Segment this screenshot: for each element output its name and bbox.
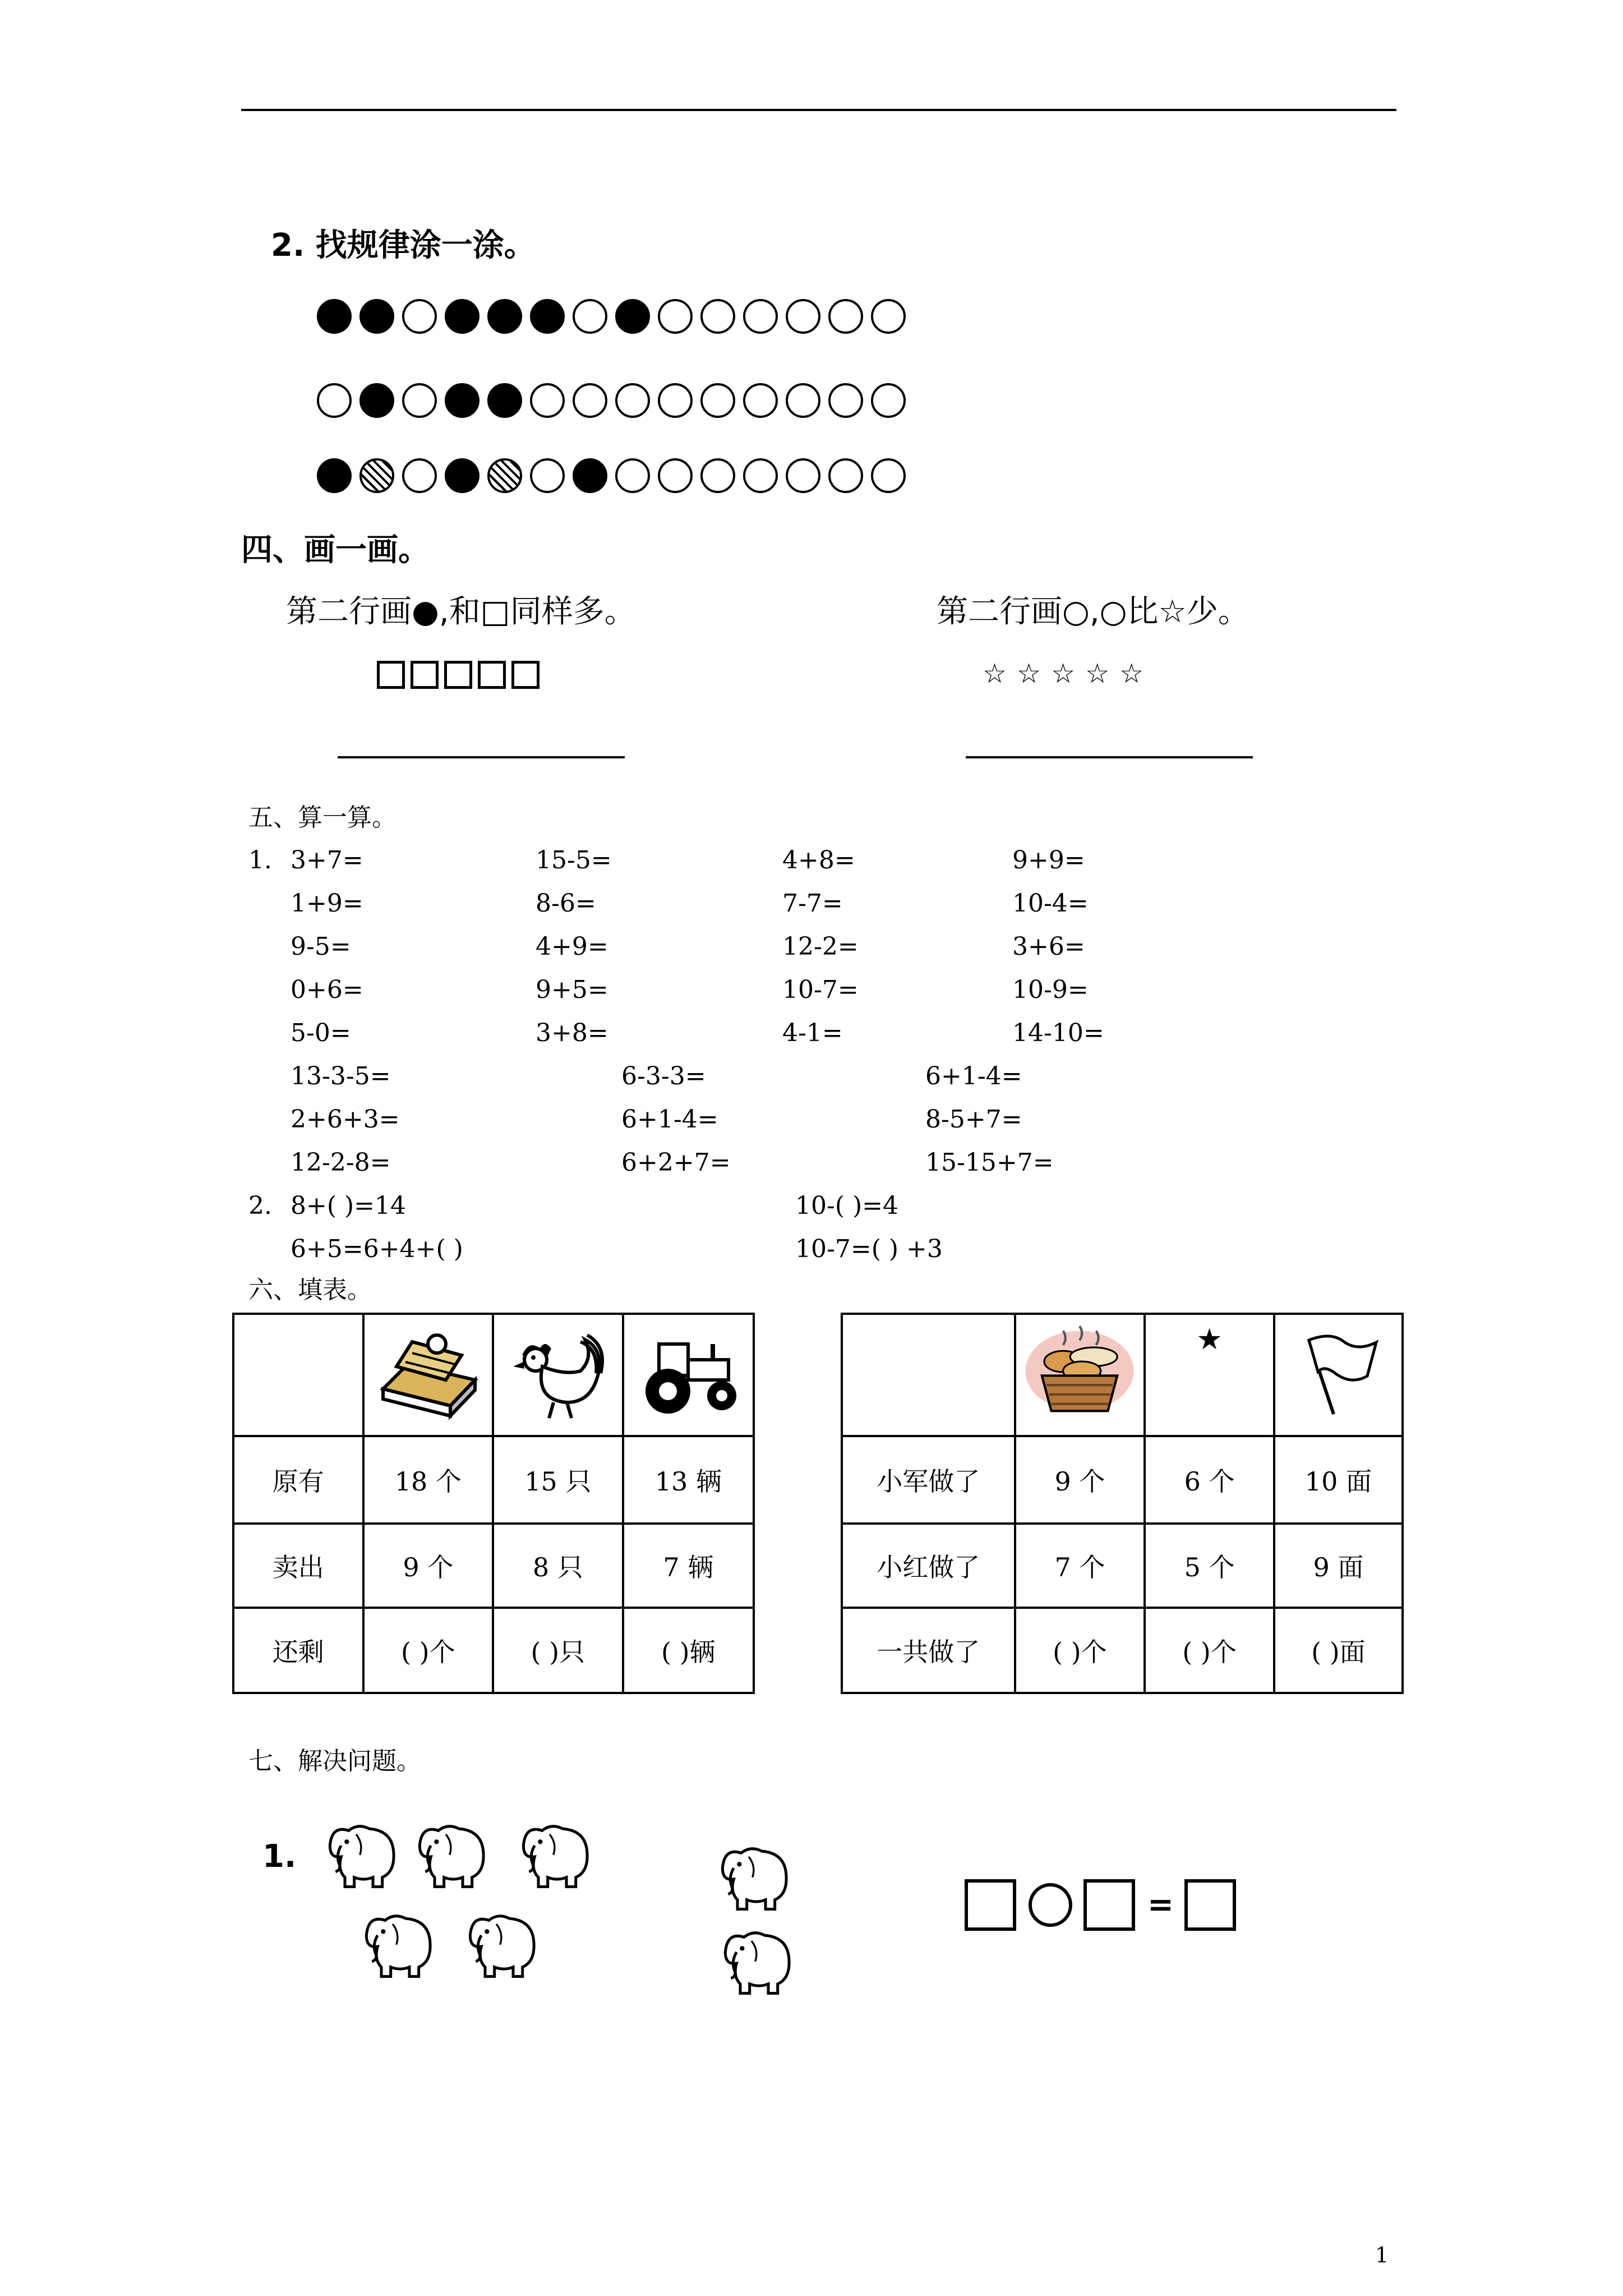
right-table (841, 1313, 1404, 1694)
bead-empty[interactable] (743, 299, 778, 334)
calc-item: 4-1= (782, 1019, 843, 1047)
calc-p2-1: 8+( )=14 (291, 1191, 407, 1220)
star-icon: ☆ (1017, 658, 1041, 689)
rooster-cell (493, 1314, 623, 1436)
books-cell (363, 1314, 494, 1436)
bead-empty[interactable] (786, 299, 820, 334)
calc-p2-4: 10-7=( ) +3 (795, 1235, 943, 1263)
calc-item: 4+9= (536, 932, 608, 961)
elephant-icon (320, 1812, 415, 1898)
bead-empty[interactable] (573, 383, 607, 418)
bead-filled (359, 383, 394, 418)
elephant-icon (513, 1812, 608, 1898)
bead-empty[interactable] (828, 383, 863, 418)
elephant-icon (715, 1918, 810, 2005)
calc-item: 10-9= (1012, 976, 1089, 1004)
calc-item: 2+6+3= (291, 1105, 400, 1134)
s4-title: 四、画一画。 (241, 532, 430, 568)
bead-filled (445, 458, 479, 493)
s4-left-instruction: 第二行画●,和□同样多。 (286, 593, 636, 630)
calc-p2-2: 10-( )=4 (795, 1191, 899, 1220)
calc-p2-3: 6+5=6+4+( ) (291, 1235, 463, 1263)
answer-cell[interactable]: ( )个 (1015, 1608, 1145, 1693)
bead-filled (317, 458, 352, 493)
tractor-cell (623, 1314, 754, 1436)
calc-item: 12-2= (782, 932, 859, 961)
bead-row-3 (317, 458, 906, 493)
cell: 9 面 (1274, 1524, 1403, 1608)
row-label: 还剩 (233, 1608, 363, 1693)
left-table-corner (233, 1314, 363, 1436)
calc-item: 7-7= (782, 889, 843, 918)
square-icon (444, 661, 472, 689)
row-label: 小军做了 (842, 1436, 1015, 1524)
cell: 9 个 (1015, 1436, 1145, 1524)
calc-item: 3+8= (536, 1019, 608, 1047)
page-number: 1 (1375, 2243, 1389, 2267)
bead-empty[interactable] (743, 458, 778, 493)
bead-filled (487, 383, 522, 418)
equals-sign: = (1147, 1887, 1174, 1923)
calc-item: 6+2+7= (621, 1148, 731, 1177)
calc-item: 0+6= (291, 976, 363, 1004)
calc-item: 14-10= (1012, 1019, 1104, 1047)
calc-item: 15-15+7= (925, 1148, 1054, 1177)
calc-item: 5-0= (291, 1019, 351, 1047)
bead-empty[interactable] (828, 458, 863, 493)
answer-line-left[interactable] (338, 756, 625, 758)
cell: 7 辆 (623, 1524, 754, 1608)
bead-empty[interactable] (317, 383, 352, 418)
row-label: 原有 (233, 1436, 363, 1524)
star-icon: ☆ (1085, 658, 1110, 689)
bead-hatched (359, 458, 394, 493)
star-icon: ☆ (983, 658, 1007, 689)
cell: 13 辆 (623, 1436, 754, 1524)
flag-icon (1293, 1324, 1383, 1420)
bead-empty[interactable] (871, 383, 906, 418)
calc-item: 9-5= (291, 932, 351, 961)
square-icon (478, 661, 506, 689)
bead-empty[interactable] (530, 383, 565, 418)
operator-circle[interactable] (1029, 1883, 1072, 1927)
bead-empty[interactable] (700, 458, 735, 493)
bead-empty[interactable] (700, 299, 735, 334)
row-label: 一共做了 (842, 1608, 1015, 1693)
cell: 5 个 (1145, 1524, 1274, 1608)
cell: 8 只 (493, 1524, 623, 1608)
bead-empty[interactable] (786, 458, 820, 493)
bead-filled (445, 299, 479, 334)
row-label: 卖出 (233, 1524, 363, 1608)
bead-empty[interactable] (658, 458, 693, 493)
bead-empty[interactable] (530, 458, 565, 493)
bead-empty[interactable] (658, 383, 693, 418)
flag-cell (1274, 1314, 1403, 1436)
star-icon: ☆ (1051, 658, 1076, 689)
answer-cell[interactable]: ( )个 (363, 1608, 494, 1693)
bead-empty[interactable] (871, 458, 906, 493)
q2-title: 2. 找规律涂一涂。 (271, 227, 536, 264)
bead-empty[interactable] (871, 299, 906, 334)
answer-cell[interactable]: ( )只 (493, 1608, 623, 1693)
bead-empty[interactable] (573, 299, 607, 334)
bead-empty[interactable] (615, 458, 650, 493)
bead-filled (317, 299, 352, 334)
answer-box-2[interactable] (1083, 1879, 1135, 1931)
answer-line-right[interactable] (966, 756, 1253, 758)
s7-p1-label: 1. (262, 1838, 297, 1875)
answer-box-3[interactable] (1184, 1879, 1236, 1931)
cell: 15 只 (493, 1436, 623, 1524)
calc-item: 3+6= (1012, 932, 1085, 961)
square-icon (511, 661, 540, 689)
bead-filled (359, 299, 394, 334)
elephant-icon (409, 1812, 505, 1898)
s5-title: 五、算一算。 (248, 803, 396, 832)
row-label: 小红做了 (842, 1524, 1015, 1608)
bread-basket-icon (1021, 1319, 1138, 1425)
elephant-icon (712, 1834, 808, 1921)
right-table-corner (842, 1314, 1015, 1436)
star-icon: ★ (1196, 1323, 1223, 1356)
cell: 10 面 (1274, 1436, 1403, 1524)
answer-cell[interactable]: ( )面 (1274, 1608, 1403, 1693)
cell: 7 个 (1015, 1524, 1145, 1608)
s6-title: 六、填表。 (248, 1276, 372, 1304)
answer-cell[interactable]: ( )个 (1145, 1608, 1274, 1693)
square-icon (377, 661, 405, 689)
calc-item: 3+7= (291, 846, 363, 875)
calc-item: 12-2-8= (291, 1148, 391, 1177)
calc-item: 13-3-5= (291, 1062, 391, 1091)
bead-empty[interactable] (402, 458, 437, 493)
cell: 18 个 (363, 1436, 494, 1524)
bead-empty[interactable] (402, 299, 437, 334)
bead-filled (445, 383, 479, 418)
calc-item: 9+9= (1012, 846, 1085, 875)
bead-filled (530, 299, 565, 334)
calc-item: 6+1-4= (925, 1062, 1022, 1091)
bead-hatched (487, 458, 522, 493)
bead-empty[interactable] (743, 383, 778, 418)
calc-item: 10-4= (1012, 889, 1089, 918)
calc-item: 6+1-4= (621, 1105, 718, 1134)
bead-empty[interactable] (700, 383, 735, 418)
bead-filled (615, 299, 650, 334)
calc-item: 6-3-3= (621, 1062, 706, 1091)
bead-row-1 (317, 299, 906, 334)
cell: 6 个 (1145, 1436, 1274, 1524)
calc-item: 15-5= (536, 846, 612, 875)
answer-box-1[interactable] (965, 1879, 1016, 1931)
books-icon (372, 1322, 484, 1423)
s4-right-instruction: 第二行画○,○比☆少。 (937, 593, 1249, 630)
bead-empty[interactable] (615, 383, 650, 418)
bead-filled (573, 458, 607, 493)
calc-item: 4+8= (782, 846, 855, 875)
square-row (377, 661, 540, 689)
bead-empty[interactable] (786, 383, 820, 418)
star-row (983, 660, 1144, 687)
calc-item: 1+9= (291, 889, 363, 918)
s7-title: 七、解决问题。 (248, 1747, 421, 1775)
s5-p1-label: 1. (248, 846, 272, 875)
star-icon: ☆ (1119, 658, 1144, 689)
square-icon (411, 661, 439, 689)
bead-empty[interactable] (402, 383, 437, 418)
calc-item: 8-6= (536, 889, 596, 918)
elephant-icon (356, 1902, 451, 1988)
answer-cell[interactable]: ( )辆 (623, 1608, 754, 1693)
left-table (232, 1313, 755, 1694)
bead-empty[interactable] (828, 299, 863, 334)
cell: 9 个 (363, 1524, 494, 1608)
calc-item: 10-7= (782, 976, 859, 1004)
calc-item: 8-5+7= (925, 1105, 1022, 1134)
elephant-icon (460, 1902, 555, 1988)
rooster-icon (502, 1322, 614, 1423)
bead-row-2 (317, 383, 906, 418)
calc-item: 9+5= (536, 976, 608, 1004)
star-cell (1145, 1314, 1274, 1436)
header-rule (241, 109, 1396, 111)
s5-p2-label: 2. (248, 1191, 272, 1220)
bead-filled (487, 299, 522, 334)
bread-cell (1015, 1314, 1145, 1436)
tractor-icon (632, 1322, 744, 1423)
bead-empty[interactable] (658, 299, 693, 334)
